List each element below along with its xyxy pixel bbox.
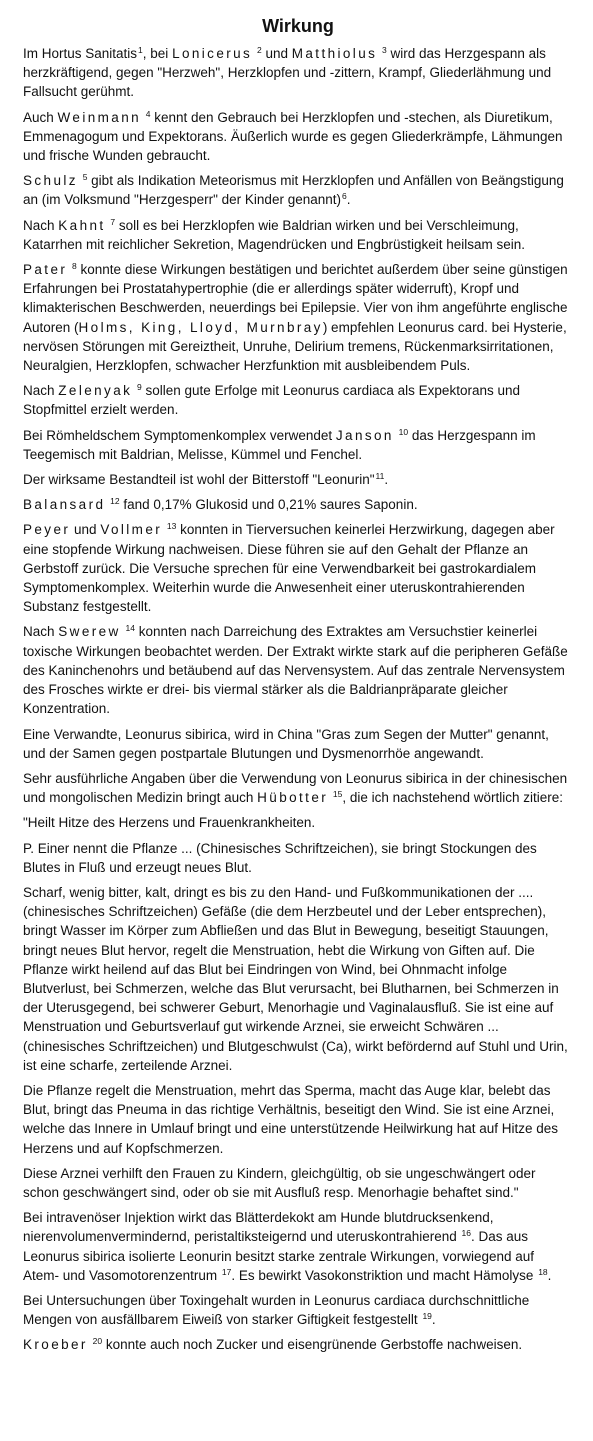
text-run [106, 218, 110, 233]
footnote-ref: 15 [332, 789, 343, 800]
text-run: P. Einer nennt die Pflanze ... (Chinesisches Schriftzeichen), sie bringt Stockungen des Blutes in Fluß und erzeugt neues Blut. [23, 840, 537, 875]
footnote-ref: 2 [256, 45, 262, 55]
footnote-ref: 16 [461, 1228, 471, 1239]
text-run: konnten nach Darreichung des Extraktes am Versuchstier keinerlei toxische Wirkungen beobachtet werden. Der Extrakt wirkte stark auf die peripheren Gefäße des Kaninchenohrs und betäubend auf das Nervensystem. Auf das zentrale Nervensystem des Frosches wirkte er drei- bis viermal stärker als die Baldrianpräparate gleicher Konzentration. [23, 624, 568, 717]
text-run: Nach [23, 217, 59, 233]
text-run: konnten in Tierversuchen keinerlei Herzwirkung, dagegen aber eine stopfende Wirkung nachweisen. Diese führen sie auf den Gehalt der Pflanze an Gerbstoff zurück. Die Versuche sprechen für eine Verwendbarkeit bei gastrokardialem Symptomenkomplex. Weiterhin wurde die Anwesenheit einer uteruskontrahierenden Substanz festgestellt. [23, 522, 555, 615]
footnote-ref: 7 [110, 216, 116, 227]
text-run: das Herzgespann im Teegemisch mit Baldrian, Melisse, Kümmel und Fenchel. [23, 427, 536, 462]
text-run: konnte diese Wirkungen bestätigen und berichtet außerdem über seine günstigen Erfahrungen bei Prostatahypertrophie (die er allerdings später widerruft), Kropf und klimakterischen Beschwerden, neuerdings bei Epilepsie. Vier von ihm angeführte englische Autoren ( [23, 262, 568, 335]
text-run: Im Hortus Sanitatis [23, 46, 138, 61]
text-run: und [261, 46, 292, 61]
paragraph [23, 495, 573, 514]
author-name: Janson [335, 427, 394, 443]
text-run: , bei [142, 46, 173, 61]
text-run [121, 624, 125, 639]
text-run: und [70, 522, 101, 538]
paragraph [23, 1081, 573, 1158]
text-run: . [431, 1312, 436, 1328]
text-run: kennt den Gebrauch bei Herzklopfen und -stechen, als Diuretikum, Emmenagogum und Expektorans. Äußerlich wurde es gegen Gliederkrämpfe, Lähmungen und frische Wunden gebraucht. [23, 109, 563, 164]
paragraph [23, 44, 573, 102]
paragraph [23, 260, 573, 375]
paragraph [23, 813, 573, 832]
footnote-ref: 5 [82, 172, 88, 183]
text-run [132, 383, 136, 398]
author-name: Swerew [58, 624, 121, 640]
author-name: Holms, King, Lloyd, Murnbray [78, 319, 323, 335]
footnote-ref: 9 [137, 382, 142, 393]
paragraph [23, 108, 573, 166]
author-name: Lonicerus [172, 46, 253, 61]
author-name: Peyer [23, 522, 71, 538]
paragraph [23, 839, 573, 877]
text-run: Die Pflanze regelt die Menstruation, mehrt das Sperma, macht das Auge klar, belebt das Blut, bringt das Pneuma in das richtige Verhältnis, beseitigt den Wind. Sie ist eine Arznei, welche das Innere in Umlauf bringt und eine unterstützende Heilwirkung hat auf Hitze des Herzens und auf Kopfschmerzen. [23, 1082, 559, 1156]
footnote-ref: 4 [145, 108, 151, 119]
text-run: ) empfehlen Leonurus card. bei Hysterie, nervösen Störungen mit Gereiztheit, Unruhe, Delirium tremens, Rückenmarksirritationen, Neuralgien, Herzklopfen, schwacher Herzfunktion mit ausbleibendem Puls. [23, 319, 567, 374]
text-run: fand 0,17% Glukosid und 0,21% saures Saponin. [119, 497, 418, 513]
page-title: Wirkung [262, 16, 334, 36]
footnote-ref: 6 [342, 191, 347, 202]
author-name: Kroeber [23, 1337, 88, 1353]
text-run [88, 1337, 92, 1352]
footnote-ref: 3 [382, 45, 387, 55]
text-run [78, 173, 82, 188]
text-run: Bei Römheldschem Symptomenkomplex verwendet [23, 427, 336, 443]
paragraph [23, 769, 573, 807]
footnote-ref: 13 [166, 521, 177, 532]
author-name: Kahnt [58, 217, 106, 233]
paragraph [23, 1291, 573, 1329]
author-name: Hübotter [257, 790, 329, 806]
paragraph [23, 1208, 573, 1285]
paragraph [23, 216, 573, 254]
text-run [67, 262, 71, 277]
text-run [328, 790, 332, 805]
author-name: Zelenyak [58, 383, 133, 399]
text-run: konnte auch noch Zucker und eisengrünende Gerbstoffe nachweisen. [102, 1337, 523, 1353]
text-run: . Das aus Leonurus sibirica isolierte Leonurin besitzt starke zentrale Wirkungen, vorwiegend auf Atem- und Vasomotorenzentrum [23, 1229, 535, 1283]
footnote-ref: 12 [110, 496, 120, 507]
paragraph [23, 381, 573, 419]
footnote-ref: 14 [125, 623, 135, 634]
footnote-ref: 11 [375, 471, 385, 482]
text-run: Bei Untersuchungen über Toxingehalt wurden in Leonurus cardiaca durchschnittliche Mengen von ausfällbarem Eiweiß von starker Giftigkeit festgestellt [23, 1292, 530, 1328]
footnote-ref: 17 [221, 1266, 232, 1277]
footnote-ref: 1 [138, 45, 143, 55]
author-name: Vollmer [100, 522, 163, 538]
text-run: Sehr ausführliche Angaben über die Verwendung von Leonurus sibirica in der chinesischen und mongolischen Medizin bringt auch [23, 770, 568, 806]
footnote-ref: 19 [422, 1311, 432, 1322]
text-run [394, 428, 398, 443]
paragraph [23, 470, 573, 489]
text-run: Nach [23, 383, 59, 399]
paragraph [23, 725, 573, 763]
text-run: Nach [23, 624, 59, 640]
footnote-ref: 18 [538, 1266, 548, 1277]
text-run: Diese Arznei verhilft den Frauen zu Kindern, gleichgültig, ob sie ungeschwängert oder schon geschwängert sind, oder ob sie mit Ausfluß resp. Menorhagie behaftet sind." [23, 1165, 536, 1200]
text-run: wird das Herzgespann als herzkräftigend, gegen "Herzweh", Herzklopfen und -zittern, Krampf, Gliederlähmung und Fallsucht gerühmt. [23, 46, 552, 100]
paragraph [23, 883, 573, 1075]
text-run: Eine Verwandte, Leonurus sibirica, wird in China "Gras zum Segen der Mutter" genannt, und der Samen gegen postpartale Blutungen und Dysmenorrhöe angewandt. [23, 726, 549, 761]
footnote-ref: 10 [398, 426, 409, 437]
author-name: Matthiolus [291, 46, 378, 61]
text-run: Auch [23, 109, 58, 125]
text-run: sollen gute Erfolge mit Leonurus cardiaca als Expektorans und Stopfmittel erzielt werden. [23, 383, 520, 418]
author-name: Balansard [23, 497, 106, 513]
text-run [162, 522, 166, 537]
paragraph [23, 520, 573, 616]
article-body [23, 44, 573, 1355]
text-run: . [547, 1267, 552, 1283]
text-run: Der wirksame Bestandteil ist wohl der Bitterstoff "Leonurin" [23, 472, 375, 488]
footnote-ref: 8 [72, 261, 77, 272]
paragraph [23, 622, 573, 718]
author-name: Weinmann [57, 109, 142, 125]
text-run: . [384, 472, 389, 488]
text-run: Bei intravenöser Injektion wirkt das Blätterdekokt am Hunde blutdrucksenkend, nierenvolumenvermindernd, peristaltiksteigernd und uteruskontrahierend [23, 1210, 494, 1245]
text-run: , die ich nachstehend wörtlich zitiere: [342, 790, 563, 806]
text-run [377, 46, 381, 61]
text-run: gibt als Indikation Meteorismus mit Herzklopfen und Anfällen von Beängstigung an (im Volksmund "Herzgesperr" der Kinder genannt) [23, 173, 564, 208]
text-run [141, 110, 145, 125]
text-run: . [346, 192, 351, 208]
footnote-ref: 20 [92, 1336, 103, 1347]
text-run: "Heilt Hitze des Herzens und Frauenkrankheiten. [23, 815, 316, 831]
text-run: soll es bei Herzklopfen wie Baldrian wirken und bei Verschleimung, Katarrhen mit reichlicher Sekretion, Magendrücken und Engbrüstigkeit heilsam sein. [23, 217, 526, 252]
text-run [105, 497, 109, 512]
paragraph [23, 1335, 573, 1354]
text-run: . Es bewirkt Vasokonstriktion und macht Hämolyse [231, 1267, 538, 1283]
author-name: Pater [23, 262, 68, 278]
text-run [252, 46, 256, 61]
paragraph [23, 1164, 573, 1202]
paragraph [23, 171, 573, 209]
paragraph [23, 426, 573, 464]
author-name: Schulz [23, 173, 78, 189]
text-run: Scharf, wenig bitter, kalt, dringt es bis zu den Hand- und Fußkommunikationen der .... (chinesisches Schriftzeichen) Gefäße (die dem Herzbeutel und der Leber entsprechen), bringt Wasser im Körper zum Abfließen und das Blut in Bewegung, beseitigt Stauungen, bringt neues Blut hervor, regelt die Menstruation, hebt die Wirkung von Giften auf. Die Pflanze wirkt heilend auf das Blut bei Eindringen von Wind, bei Ohnmacht infolge Blutverlust, bei Schmerzen, welche das Blut verursacht, bei Blutharnen, bei Schmerzen in der Uterusgegend, bei schwerer Geburt, Menorhagie und Vaginalausfluß. Sie ist eine auf Menstruation und Geburtsverlauf gut wirkende Arznei, sie erweicht Schwären ... (chinesisches Schriftzeichen) und Blutgeschwulst (Ca), wirkt befördernd auf Stuhl und Urin, ist eine scharfe, zerteilende Arznei. [23, 884, 568, 1073]
